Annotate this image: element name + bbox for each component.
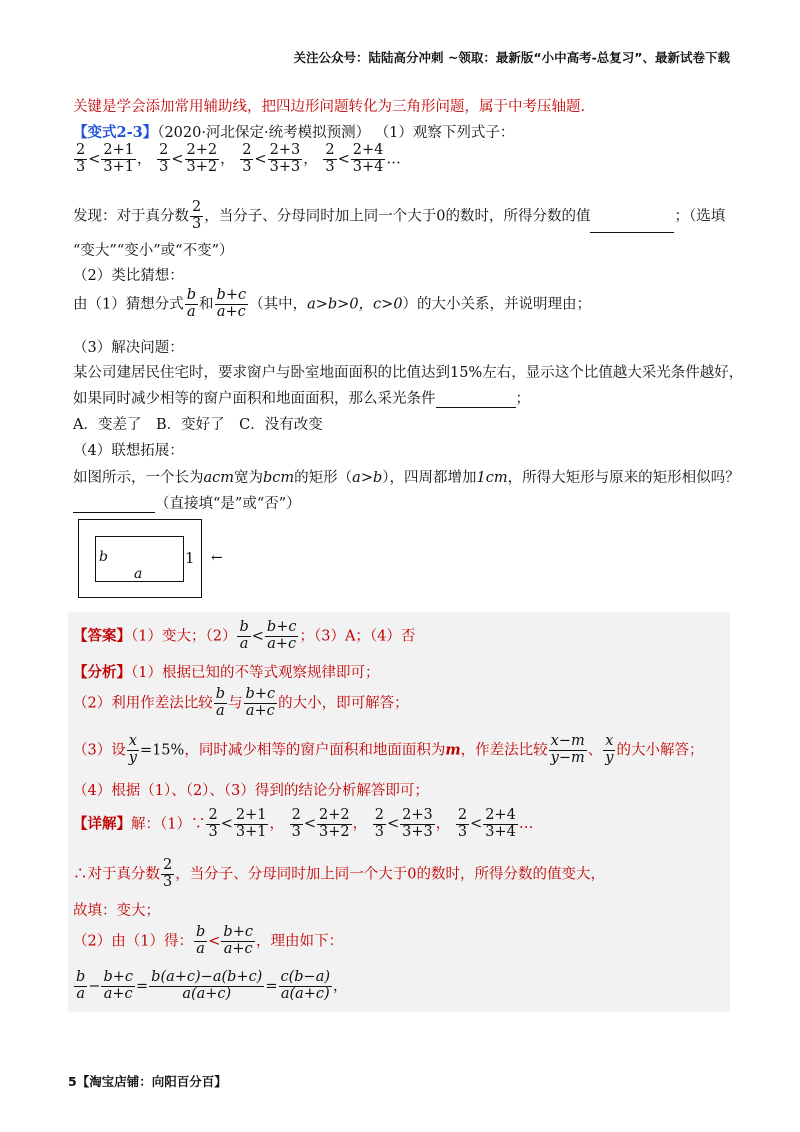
analysis-3-sep: 、 (587, 742, 603, 759)
analysis-3-text-b: ，同时减少相等的窗户面积和地面面积为 (184, 742, 446, 759)
observe-right-fraction: $\frac{2+4}{3+4}$ (352, 142, 384, 175)
problem-source: （2020·河北保定·统考模拟预测） (157, 125, 371, 141)
q4-answer-blank[interactable] (73, 512, 155, 513)
discover-text-c: ；（选填 (674, 208, 726, 225)
observe-left-fraction: $\frac{2}{3}$ (208, 807, 218, 840)
observe-row (73, 143, 401, 176)
q4-text-d: ），四周都增加 (382, 470, 477, 486)
observe-left-fraction: $\frac{2}{3}$ (159, 142, 169, 175)
answer-less-than: < (251, 628, 264, 645)
observe-separator: ， (220, 151, 240, 168)
analysis-3-text-d: 的大小解答； (616, 742, 704, 759)
observe-right-fraction: $\frac{2+2}{3+2}$ (318, 807, 350, 840)
analysis-3-fraction-3: $\frac{x}{y}$ (605, 733, 614, 766)
discover-answer-blank[interactable] (590, 232, 674, 233)
observe-left-fraction: $\frac{2}{3}$ (374, 807, 384, 840)
answer-text-1: （1）变大；（2） (131, 628, 237, 645)
analysis-line-2 (73, 687, 409, 720)
observe-separator: ， (137, 151, 157, 168)
answer-fraction-1: $\frac{b}{a}$ (239, 619, 249, 652)
analysis-3-m: m (445, 741, 461, 759)
answer-fraction-2: $\frac{b+c}{a+c}$ (266, 619, 297, 652)
analysis-3-text-c: ，作差法比较 (460, 742, 548, 759)
analysis-3-fraction-1: $\frac{x}{y}$ (128, 733, 137, 766)
analysis-2-text-a: （2）利用作差法比较 (73, 695, 213, 712)
answer-text-2: ；（3）A；（4）否 (299, 628, 416, 645)
observe-left-fraction: $\frac{2}{3}$ (242, 142, 252, 175)
q2-text-a: 由（1）猜想分式 (73, 296, 184, 313)
observe-ellipsis: … (386, 151, 401, 168)
detail-line-2 (73, 925, 343, 958)
analysis-text-1: （1）根据已知的不等式观察规律即可； (131, 665, 380, 681)
observe-less-than: < (337, 151, 350, 168)
q3-line-1: 某公司建居民住宅时，要求窗户与卧室地面面积的比值达到15%左右，显示这个比值越大采光条件越好， (73, 365, 744, 381)
observe-separator: ， (435, 816, 455, 833)
observe-less-than: < (88, 151, 101, 168)
q4-1cm: 1cm (476, 470, 508, 486)
detail-2-fraction-2: $\frac{b+c}{a+c}$ (223, 924, 253, 957)
detail-2-less-than: < (208, 933, 221, 950)
q4-bcm: bcm (263, 470, 295, 486)
analysis-3-text-a: （3）设 (73, 742, 126, 759)
observe-right-fraction: $\frac{2+1}{3+1}$ (235, 807, 267, 840)
observe-less-than: < (386, 816, 400, 833)
detail-line-1 (73, 808, 533, 841)
observe-left-fraction: $\frac{2}{3}$ (76, 142, 86, 175)
q2-condition: a>b>0，c>0 (307, 296, 403, 313)
q2-text-c: ）的大小关系，并说明理由； (402, 296, 592, 313)
q4-text: （直接填“是”或“否”） (155, 496, 301, 512)
q3-line-2 (73, 387, 530, 408)
variant-tag: 【变式2-3】 (73, 124, 158, 141)
q3-end: ； (515, 391, 530, 407)
detail-conclusion-b: ，当分子、分母同时加上同一个大于0的数时，所得分数的值变大， (175, 866, 605, 883)
page-header: 关注公众号：陆陆高分冲刺 ~领取：最新版“小中高考-总复习”、最新试卷下载 (293, 50, 730, 65)
discover-fraction: $\frac{2}{3}$ (192, 199, 202, 232)
calc-term-4: $\frac{c(b-a)}{a(a+c)}$ (280, 969, 331, 1002)
detail-conclusion (73, 858, 605, 891)
arrow-left-icon: ← (211, 550, 223, 566)
q4-text-e: ，所得大矩形与原来的矩形相似吗？ (507, 470, 740, 486)
observe-right-fraction: $\frac{2+3}{3+3}$ (402, 807, 433, 840)
q2-title: （2）类比猜想： (73, 268, 184, 284)
detail-2-fraction-1: $\frac{b}{a}$ (195, 924, 206, 957)
q2-and: 和 (199, 296, 214, 313)
detail-observe-row (205, 807, 534, 840)
observe-separator: ， (352, 816, 372, 833)
observe-right-fraction: $\frac{2+3}{3+3}$ (269, 142, 301, 175)
observe-left-fraction: $\frac{2}{3}$ (457, 807, 468, 840)
q3-options: A．变差了 B．变好了 C．没有改变 (73, 417, 323, 433)
detail-conclusion-a: ∴对于真分数 (73, 866, 160, 883)
discover-text-a: 发现：对于真分数 (73, 208, 189, 225)
calc-end: ， (333, 978, 348, 995)
q4-text-b: 宽为 (234, 470, 264, 486)
observe-left-fraction: $\frac{2}{3}$ (325, 142, 335, 175)
shop-label: 【淘宝店铺：向阳百分百】 (76, 1074, 227, 1089)
figure-label-1: 1 (185, 549, 195, 567)
analysis-line-3 (73, 734, 703, 767)
q4-line-1 (73, 466, 740, 487)
analysis-3-fraction-2: $\frac{x-m}{y-m}$ (550, 733, 585, 766)
detail-conclusion-fraction: $\frac{2}{3}$ (163, 857, 173, 890)
observe-left-fraction: $\frac{2}{3}$ (291, 807, 301, 840)
intro-note: 关键是学会添加常用辅助线，把四边形问题转化为三角形问题，属于中考压轴题. (73, 99, 586, 115)
analysis-2-and: 与 (228, 695, 243, 712)
analysis-2-fraction-2: $\frac{b+c}{a+c}$ (245, 686, 276, 719)
discover-line (73, 200, 725, 233)
calc-term-3: $\frac{b(a+c)-a(b+c)}{a(a+c)}$ (151, 969, 263, 1002)
q3-answer-blank[interactable] (436, 407, 516, 408)
answer-line (73, 620, 415, 653)
discover-text-b: ，当分子、分母同时加上同一个大于0的数时，所得分数的值 (204, 208, 591, 225)
detail-fill: 故填：变大； (73, 903, 160, 919)
q3-text: 如果同时减少相等的窗户面积和地面面积，那么采光条件 (73, 391, 436, 407)
detail-tag: 【详解】 (73, 815, 131, 833)
figure-label-a: a (134, 566, 143, 582)
q4-ab: a>b (352, 470, 383, 486)
figure-label-b: b (99, 549, 108, 565)
observe-less-than: < (254, 151, 267, 168)
detail-text-1: 解：（1）∵ (131, 816, 206, 833)
detail-2-text-a: （2）由（1）得： (73, 933, 193, 950)
q1-title: （1）观察下列式子： (374, 125, 515, 141)
q2-fraction-1: $\frac{b}{a}$ (186, 287, 197, 320)
observe-less-than: < (171, 151, 184, 168)
observe-right-fraction: $\frac{2+2}{3+2}$ (186, 142, 218, 175)
observe-ellipsis: … (518, 816, 534, 833)
analysis-line-4: （4）根据（1）、（2）、（3）得到的结论分析解答即可； (73, 783, 429, 799)
calc-equals-2: = (265, 978, 278, 995)
observe-right-fraction: $\frac{2+1}{3+1}$ (103, 142, 134, 175)
answer-tag: 【答案】 (73, 627, 131, 645)
analysis-2-text-b: 的大小，即可解答； (278, 695, 409, 712)
q3-title: （3）解决问题： (73, 340, 184, 356)
discover-options: “变大”“变小”或“不变”） (73, 243, 234, 259)
q4-title: （4）联想拓展： (73, 443, 184, 459)
q4-line-2 (73, 492, 301, 513)
q4-acm: acm (203, 470, 235, 486)
q2-fraction-2: $\frac{b+c}{a+c}$ (216, 287, 247, 320)
problem-heading (73, 121, 514, 142)
analysis-line-1 (73, 661, 379, 682)
observe-separator: ， (269, 816, 289, 833)
observe-separator: ， (303, 151, 323, 168)
calc-term-2: $\frac{b+c}{a+c}$ (103, 969, 134, 1002)
observe-right-fraction: $\frac{2+4}{3+4}$ (485, 807, 516, 840)
detail-2-text-b: ，理由如下： (255, 933, 343, 950)
observe-less-than: < (220, 816, 233, 833)
q2-text-b: （其中， (249, 296, 308, 313)
q2-line (73, 288, 591, 321)
calc-term-1: $\frac{b}{a}$ (76, 969, 86, 1002)
footer (68, 1072, 227, 1090)
page-number: 5 (68, 1074, 77, 1089)
q4-text-a: 如图所示，一个长为 (73, 470, 204, 486)
q4-text-c: 的矩形（ (294, 470, 353, 486)
analysis-2-fraction-1: $\frac{b}{a}$ (215, 686, 226, 719)
detail-calculation (73, 970, 348, 1003)
calc-minus: − (88, 978, 101, 995)
analysis-tag: 【分析】 (73, 664, 131, 681)
observe-less-than: < (303, 816, 316, 833)
calc-equals-1: = (136, 978, 149, 995)
observe-less-than: < (470, 816, 483, 833)
analysis-3-equation: =15% (139, 742, 185, 759)
